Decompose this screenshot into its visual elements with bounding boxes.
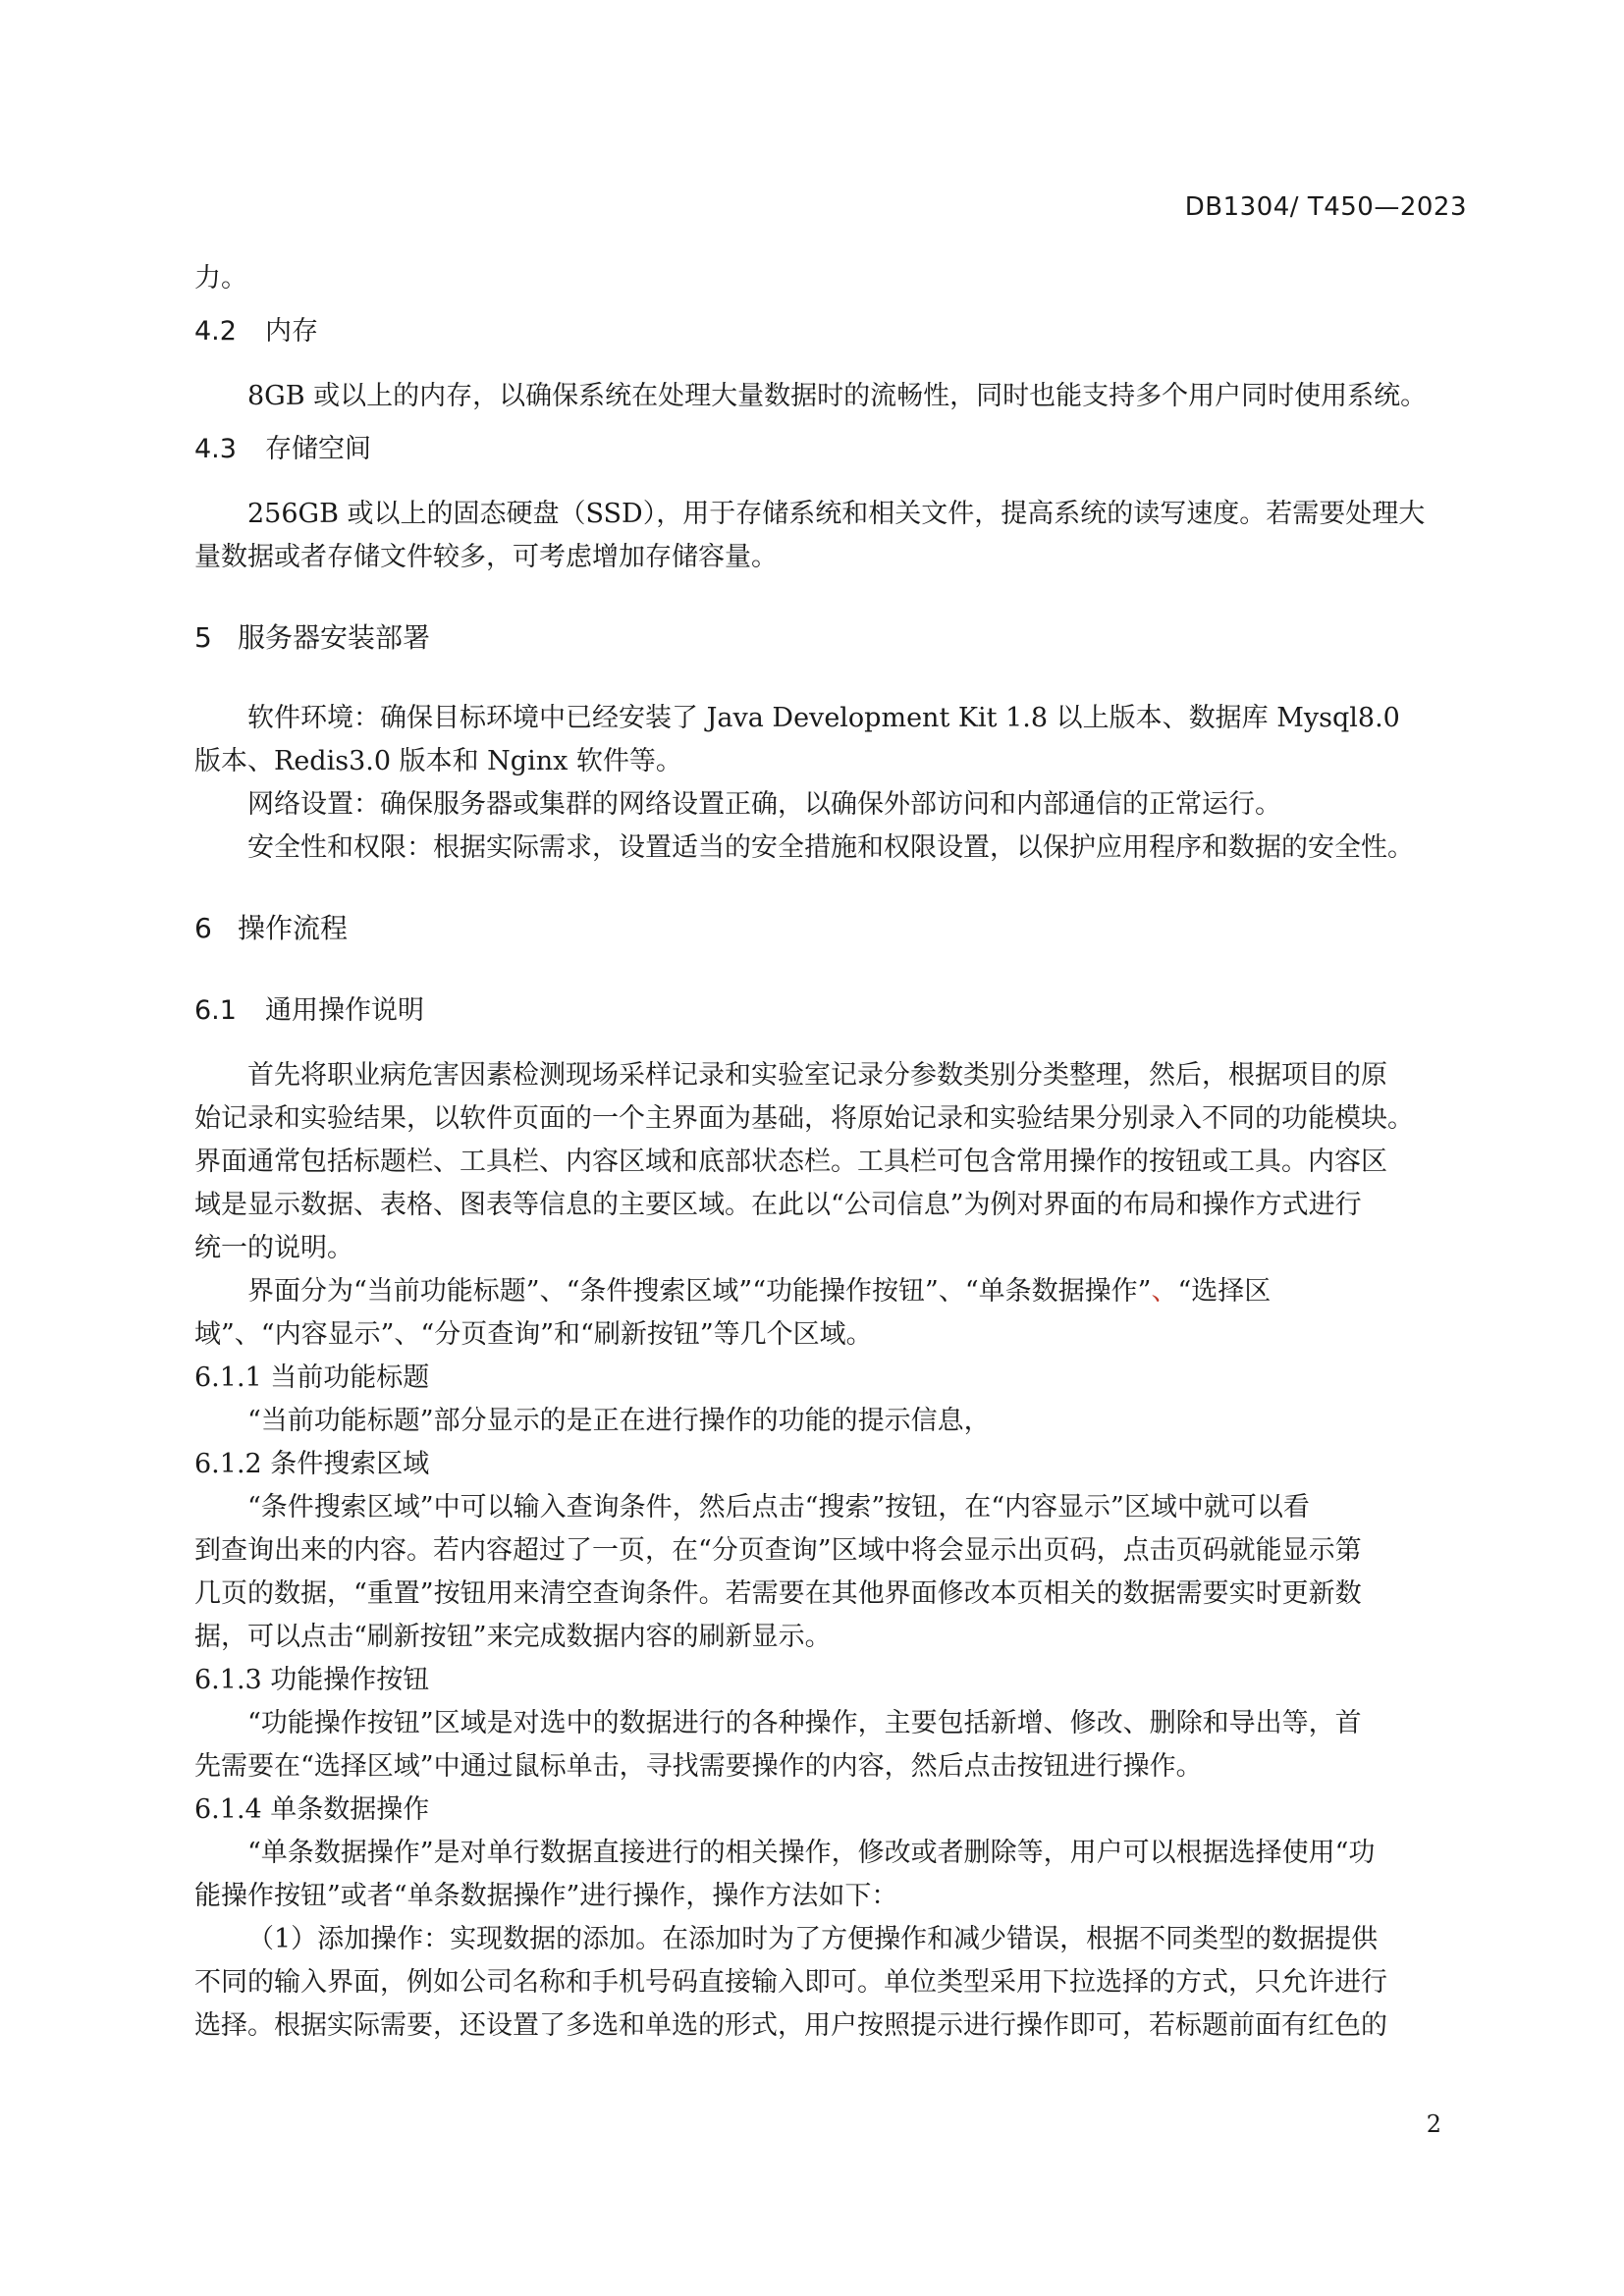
section-title: 操作流程 — [238, 912, 349, 944]
document-code: DB1304/ T450—2023 — [1184, 192, 1467, 222]
section-title: 通用操作说明 — [265, 995, 424, 1026]
section-number: 4.3 — [194, 434, 237, 464]
section-title: 服务器安装部署 — [238, 621, 431, 654]
paragraph-line: 始记录和实验结果，以软件页面的一个主界面为基础，将原始记录和实验结果分别录入不同的功能模块。 — [194, 1103, 1414, 1134]
section-6-1-1-heading — [194, 1357, 1471, 1400]
paragraph-line: 界面通常包括标题栏、工具栏、内容区域和底部状态栏。工具栏可包含常用操作的按钮或工具。内容区 — [194, 1147, 1387, 1177]
section-number: 6.1.1 — [194, 1362, 262, 1393]
paragraph-line: 选择。根据实际需要，还设置了多选和单选的形式，用户按照提示进行操作即可，若标题前面有红色的 — [194, 2010, 1387, 2041]
paragraph-line: 域是显示数据、表格、图表等信息的主要区域。在此以“公司信息”为例对界面的布局和操作方式进行 — [194, 1190, 1362, 1220]
page-number: 2 — [1426, 2110, 1441, 2138]
section-6-1-heading — [194, 989, 1471, 1033]
red-separator: 、 — [1151, 1276, 1178, 1307]
section-title: 内存 — [265, 316, 318, 347]
paragraph-line: 能操作按钮”或者“单条数据操作”进行操作，操作方法如下： — [194, 1881, 898, 1911]
section-number: 6 — [194, 912, 212, 944]
paragraph-line: 软件环境：确保目标环境中已经安装了 Java Development Kit 1.8 以上版本、数据库 Mysql8.0 — [247, 703, 1400, 733]
paragraph-line: 到查询出来的内容。若内容超过了一页，在“分页查询”区域中将会显示出页码，点击页码就能显示第 — [194, 1535, 1362, 1566]
section-4-2-heading — [194, 310, 1471, 353]
section-number: 6.1 — [194, 995, 237, 1026]
section-6-1-2-heading — [194, 1443, 1471, 1486]
section-title: 功能操作按钮 — [270, 1665, 430, 1695]
paragraph-line — [194, 1270, 1471, 1313]
section-4-3-heading — [194, 428, 1471, 471]
section-number: 6.1.4 — [194, 1794, 262, 1825]
paragraph-line: 先需要在“选择区域”中通过鼠标单击，寻找需要操作的内容，然后点击按钮进行操作。 — [194, 1751, 1203, 1782]
text-run: “选择区 — [1177, 1276, 1272, 1307]
paragraph: 网络设置：确保服务器或集群的网络设置正确，以确保外部访问和内部通信的正常运行。 — [247, 789, 1281, 820]
section-6-heading — [194, 907, 1471, 950]
continuation-line: 力。 — [194, 263, 247, 294]
text-run: 界面分为“当前功能标题”、“条件搜索区域”“功能操作按钮”、“单条数据操作” — [247, 1276, 1152, 1307]
section-6-1-3-heading — [194, 1659, 1471, 1702]
section-title: 单条数据操作 — [270, 1794, 430, 1825]
section-title: 当前功能标题 — [270, 1362, 430, 1393]
paragraph-line: “条件搜索区域”中可以输入查询条件，然后点击“搜索”按钮，在“内容显示”区域中就可以看 — [247, 1492, 1310, 1522]
paragraph-line: 几页的数据，“重置”按钮用来清空查询条件。若需要在其他界面修改本页相关的数据需要实时更新数 — [194, 1578, 1362, 1609]
paragraph-line: 不同的输入界面，例如公司名称和手机号码直接输入即可。单位类型采用下拉选择的方式，只允许进行 — [194, 1967, 1387, 1998]
section-number: 6.1.2 — [194, 1449, 262, 1479]
paragraph-line: 量数据或者存储文件较多，可考虑增加存储容量。 — [194, 542, 778, 572]
paragraph-line: 版本、Redis3.0 版本和 Nginx 软件等。 — [194, 746, 682, 776]
paragraph: “当前功能标题”部分显示的是正在进行操作的功能的提示信息， — [247, 1406, 991, 1436]
paragraph-line: “单条数据操作”是对单行数据直接进行的相关操作，修改或者删除等，用户可以根据选择使用“功 — [247, 1838, 1376, 1868]
section-title: 条件搜索区域 — [270, 1449, 430, 1479]
page-content — [194, 257, 1471, 2048]
section-title: 存储空间 — [265, 434, 371, 464]
paragraph-line: 首先将职业病危害因素检测现场采样记录和实验室记录分参数类别分类整理，然后，根据项目的原 — [247, 1060, 1387, 1091]
paragraph-line: “功能操作按钮”区域是对选中的数据进行的各种操作，主要包括新增、修改、删除和导出等，首 — [247, 1708, 1362, 1738]
section-6-1-4-heading — [194, 1789, 1471, 1832]
section-number: 5 — [194, 621, 212, 654]
paragraph: 安全性和权限：根据实际需求，设置适当的安全措施和权限设置，以保护应用程序和数据的安全性。 — [247, 832, 1414, 863]
paragraph-line: 统一的说明。 — [194, 1233, 353, 1263]
section-5-heading — [194, 616, 1471, 660]
paragraph: 8GB 或以上的内存，以确保系统在处理大量数据时的流畅性，同时也能支持多个用户同时使用系统。 — [247, 381, 1428, 411]
section-number: 6.1.3 — [194, 1665, 262, 1695]
paragraph-line: 域”、“内容显示”、“分页查询”和“刷新按钮”等几个区域。 — [194, 1319, 873, 1350]
paragraph-line: 据，可以点击“刷新按钮”来完成数据内容的刷新显示。 — [194, 1622, 832, 1652]
paragraph-line: （1）添加操作：实现数据的添加。在添加时为了方便操作和减少错误，根据不同类型的数据提供 — [247, 1924, 1379, 1954]
section-number: 4.2 — [194, 316, 237, 347]
paragraph-line: 256GB 或以上的固态硬盘（SSD），用于存储系统和相关文件，提高系统的读写速度。若需要处理大 — [247, 499, 1426, 529]
